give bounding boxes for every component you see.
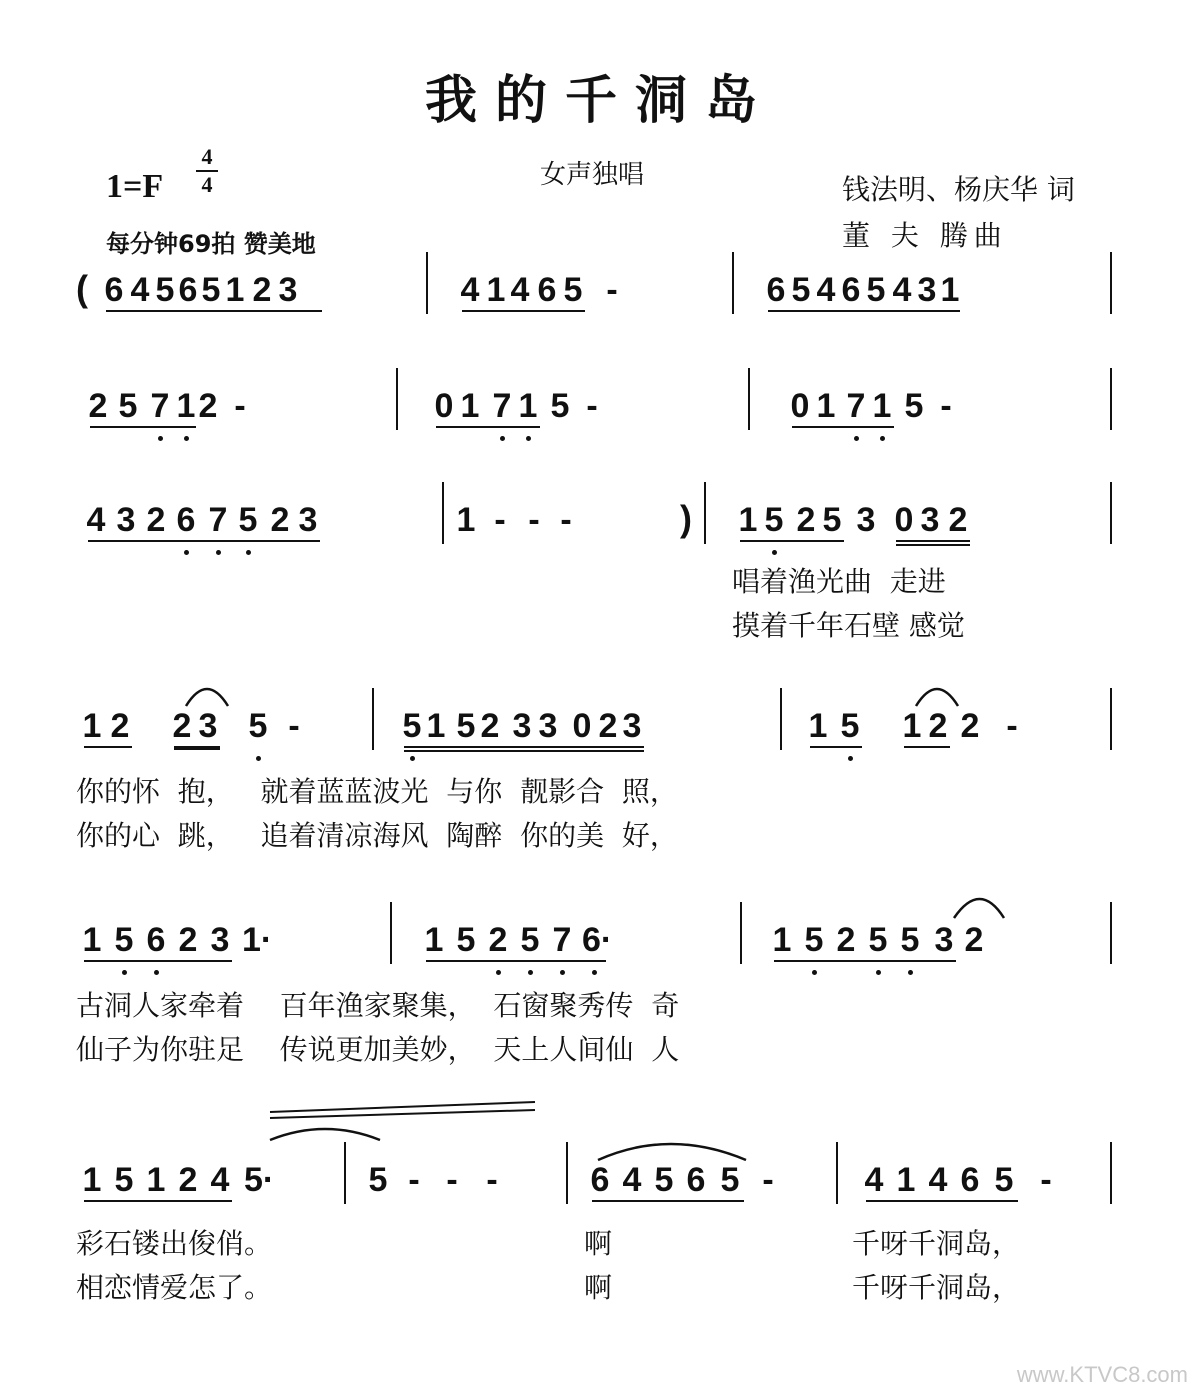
note: 1 <box>146 1161 166 1199</box>
note: 6 <box>960 1161 980 1199</box>
note: 5 <box>840 707 860 745</box>
note: 1 <box>82 707 102 745</box>
note: 0 <box>434 387 454 425</box>
note: - <box>762 1161 774 1199</box>
note: 7 <box>552 921 572 959</box>
note: - <box>408 1161 420 1199</box>
note: 5 <box>764 501 784 539</box>
note: - <box>606 271 618 309</box>
note: 1 <box>486 271 506 309</box>
note: 1 <box>424 921 444 959</box>
note: 6 <box>104 271 124 309</box>
note: 6 <box>841 271 861 309</box>
note: 5 <box>155 271 175 309</box>
note: 6 <box>537 271 557 309</box>
slur <box>598 1144 746 1160</box>
note: 5 <box>563 271 583 309</box>
note: 3 <box>210 921 230 959</box>
note: 2 <box>198 387 218 425</box>
lyric-line: 千呀千洞岛， <box>852 1227 1021 1260</box>
note: 1 <box>426 707 446 745</box>
note: 1 <box>896 1161 916 1199</box>
note: 5 <box>822 501 842 539</box>
note: 1 <box>738 501 758 539</box>
note: 6 <box>146 921 166 959</box>
key-signature: 1=F <box>106 168 164 205</box>
note: 1 <box>816 387 836 425</box>
slur <box>186 689 228 706</box>
lyric-line: 古洞人家牵着 百年渔家聚集， 石窗聚秀传 奇 <box>76 989 680 1022</box>
note: 2 <box>178 1161 198 1199</box>
note: 6 <box>686 1161 706 1199</box>
note: 1 <box>456 501 476 539</box>
time-signature-top: 4 <box>201 144 213 169</box>
note: - <box>940 387 952 425</box>
note: - <box>528 501 540 539</box>
note: 4 <box>816 271 836 309</box>
tempo-marking: 每分钟69拍 赞美地 <box>106 230 316 258</box>
note: - <box>288 707 300 745</box>
note: - <box>1006 707 1018 745</box>
composer-credit: 董 夫 腾曲 <box>842 219 1008 252</box>
note: 4 <box>892 271 912 309</box>
note: 1 <box>82 921 102 959</box>
note: 5 <box>994 1161 1014 1199</box>
note: 0 <box>572 707 592 745</box>
lyric-line: 啊 <box>584 1227 613 1260</box>
lyricist-credit: 钱法明、杨庆华 词 <box>842 173 1075 206</box>
note: - <box>486 1161 498 1199</box>
note: 1 <box>176 387 196 425</box>
slur <box>270 1129 380 1140</box>
note: 3 <box>198 707 218 745</box>
parenthesis: ( <box>76 268 88 309</box>
note: 5 <box>804 921 824 959</box>
note: - <box>560 501 572 539</box>
note: 3 <box>934 921 954 959</box>
note: 7 <box>150 387 170 425</box>
note: - <box>494 501 506 539</box>
slur <box>954 899 1004 918</box>
parenthesis: ) <box>680 498 692 539</box>
note: 5 <box>866 271 886 309</box>
note: 2 <box>480 707 500 745</box>
lyric-line: 你的心 跳， 追着清凉海风 陶醉 你的美 好， <box>76 819 678 852</box>
note: 5 <box>550 387 570 425</box>
note: 4 <box>864 1161 884 1199</box>
note: 7 <box>846 387 866 425</box>
note: 6 <box>590 1161 610 1199</box>
note: 2 <box>110 707 130 745</box>
note: - <box>586 387 598 425</box>
note: 5 <box>456 921 476 959</box>
lyric-line: 唱着渔光曲 走进 <box>732 565 946 598</box>
note: 5 <box>904 387 924 425</box>
note: 1 <box>518 387 538 425</box>
note: 4 <box>210 1161 230 1199</box>
note: 5 <box>654 1161 674 1199</box>
song-title: 我的千洞岛 <box>424 70 775 131</box>
note: 5 <box>201 271 221 309</box>
note: 2 <box>270 501 290 539</box>
note: 5 <box>520 921 540 959</box>
note: 0 <box>790 387 810 425</box>
note: 5· <box>244 1161 275 1199</box>
note: 4 <box>622 1161 642 1199</box>
note: 5 <box>402 707 422 745</box>
note: 1 <box>225 271 245 309</box>
lyric-line: 仙子为你驻足 传说更加美妙， 天上人间仙 人 <box>76 1033 680 1066</box>
note: 0 <box>894 501 914 539</box>
note: 3 <box>512 707 532 745</box>
note: 2 <box>488 921 508 959</box>
lyric-line: 摸着千年石壁 感觉 <box>732 609 965 642</box>
note: 4 <box>130 271 150 309</box>
note: 6 <box>766 271 786 309</box>
note: 5 <box>114 921 134 959</box>
note: 5 <box>118 387 138 425</box>
note: 1 <box>772 921 792 959</box>
note: 5 <box>368 1161 388 1199</box>
note: 5 <box>900 921 920 959</box>
note: 5 <box>456 707 476 745</box>
note: 3 <box>856 501 876 539</box>
lyric-line: 彩石镂出俊俏。 <box>76 1227 273 1260</box>
watermark: www.KTVC8.com <box>1016 1362 1188 1387</box>
note: 1 <box>902 707 922 745</box>
note: 2 <box>960 707 980 745</box>
note: 2 <box>796 501 816 539</box>
note: 1 <box>872 387 892 425</box>
note: 2 <box>252 271 272 309</box>
note: 6· <box>582 921 613 959</box>
note: 6 <box>176 501 196 539</box>
note: 2 <box>88 387 108 425</box>
lyric-line: 你的怀 抱， 就着蓝蓝波光 与你 靓影合 照， <box>76 775 678 808</box>
note: 3 <box>116 501 136 539</box>
performer: 女声独唱 <box>540 160 645 190</box>
note: 1 <box>940 271 960 309</box>
note: 3 <box>917 271 937 309</box>
note: 3 <box>298 501 318 539</box>
note: 2 <box>964 921 984 959</box>
note: 1 <box>82 1161 102 1199</box>
note: 1 <box>460 387 480 425</box>
note: 2 <box>172 707 192 745</box>
note: 5 <box>248 707 268 745</box>
note: - <box>1040 1161 1052 1199</box>
slur <box>916 689 958 706</box>
note: 1· <box>242 921 273 959</box>
note: 5 <box>791 271 811 309</box>
time-signature-bottom: 4 <box>201 172 213 197</box>
note: 3 <box>538 707 558 745</box>
note: 1 <box>808 707 828 745</box>
note: 5 <box>868 921 888 959</box>
note: 7 <box>208 501 228 539</box>
note: 2 <box>836 921 856 959</box>
note: - <box>446 1161 458 1199</box>
lyric-line: 千呀千洞岛， <box>852 1271 1021 1304</box>
note: 2 <box>598 707 618 745</box>
note: 3 <box>622 707 642 745</box>
note: 6 <box>178 271 198 309</box>
note: 4 <box>928 1161 948 1199</box>
note: 7 <box>492 387 512 425</box>
note: 2 <box>948 501 968 539</box>
note: 5 <box>720 1161 740 1199</box>
note: 2 <box>146 501 166 539</box>
note: 5 <box>114 1161 134 1199</box>
lyric-line: 啊 <box>584 1271 613 1304</box>
note: 3 <box>278 271 298 309</box>
note: 4 <box>86 501 106 539</box>
note: 4 <box>460 271 480 309</box>
note: 2 <box>178 921 198 959</box>
note: 2 <box>928 707 948 745</box>
note: - <box>234 387 246 425</box>
lyric-line: 相恋情爱怎了。 <box>76 1271 273 1304</box>
note: 4 <box>510 271 530 309</box>
note: 5 <box>238 501 258 539</box>
note: 3 <box>920 501 940 539</box>
